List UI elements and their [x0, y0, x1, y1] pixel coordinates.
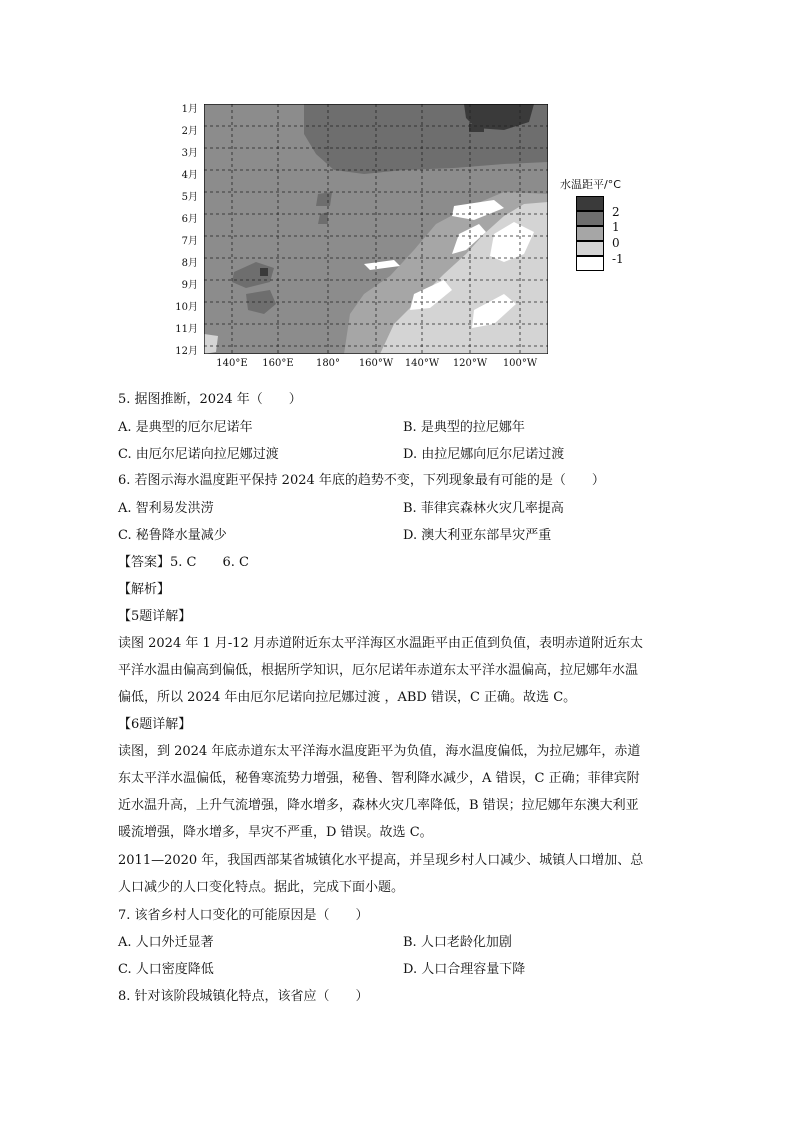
detail-6-title: 【6题详解】	[118, 717, 192, 732]
q6-option-c: C. 秘鲁降水量减少	[118, 528, 227, 543]
longitude-label: 140°W	[404, 358, 440, 369]
month-label: 2月	[181, 126, 198, 137]
analysis-label: 【解析】	[118, 582, 171, 597]
legend-label: 1	[612, 220, 620, 234]
legend-label: 2	[612, 205, 620, 219]
legend-swatch	[576, 256, 604, 271]
q7-option-d: D. 人口合理容量下降	[403, 962, 526, 977]
longitude-label: 120°W	[452, 358, 488, 369]
month-label: 8月	[181, 258, 198, 269]
intro-line: 2011—2020 年，我国西部某省城镇化水平提高，并呈现乡村人口减少、城镇人口增加、总	[118, 853, 644, 868]
detail-5-line: 偏低，所以 2024 年由厄尔尼诺向拉尼娜过渡 ，ABD 错误，C 正确。故选 C。	[118, 690, 577, 705]
q6-option-a: A. 智利易发洪涝	[118, 501, 214, 516]
question-6-stem: 6. 若图示海水温度距平保持 2024 年底的趋势不变，下列现象最有可能的是（ ）	[118, 473, 605, 488]
legend-swatch	[576, 226, 604, 241]
question-5-stem: 5. 据图推断，2024 年（ ）	[118, 392, 302, 407]
month-label: 4月	[181, 170, 198, 181]
month-label: 9月	[181, 280, 198, 291]
detail-5-title: 【5题详解】	[118, 609, 192, 624]
longitude-label: 180°	[315, 358, 341, 369]
longitude-label: 140°E	[216, 358, 248, 369]
sst-anomaly-figure	[170, 100, 650, 380]
intro-line: 人口减少的人口变化特点。据此，完成下面小题。	[118, 880, 405, 895]
month-label: 1月	[181, 104, 198, 115]
q5-option-b: B. 是典型的拉尼娜年	[403, 420, 525, 435]
question-8-stem: 8. 针对该阶段城镇化特点，该省应（ ）	[118, 989, 369, 1004]
q7-option-a: A. 人口外迁显著	[118, 935, 214, 950]
detail-5-line: 读图 2024 年 1 月-12 月赤道附近东太平洋海区水温距平由正值到负值，表明赤道附近东太	[118, 636, 643, 651]
detail-6-line: 暖流增强，降水增多，旱灾不严重，D 错误。故选 C。	[118, 825, 433, 840]
legend-swatch	[576, 196, 604, 211]
q5-option-d: D. 由拉尼娜向厄尔尼诺过渡	[403, 447, 565, 462]
legend-swatch	[576, 211, 604, 226]
detail-6-line: 读图，到 2024 年底赤道东太平洋海水温度距平为负值，海水温度偏低，为拉尼娜年，赤道	[118, 744, 641, 759]
answer: 【答案】5. C 6. C	[118, 555, 249, 570]
q6-option-b: B. 菲律宾森林火灾几率提高	[403, 501, 564, 516]
detail-5-line: 平洋水温由偏高到偏低，根据所学知识，厄尔尼诺年赤道东太平洋水温偏高，拉尼娜年水温	[118, 663, 639, 678]
longitude-label: 160°E	[262, 358, 294, 369]
q7-option-b: B. 人口老龄化加剧	[403, 935, 512, 950]
month-label: 10月	[175, 302, 198, 313]
month-label: 3月	[181, 148, 198, 159]
detail-6-line: 近水温升高，上升气流增强，降水增多，森林火灾几率降低，B 错误；拉尼娜年东澳大利亚	[118, 798, 639, 813]
month-label: 6月	[181, 214, 198, 225]
q5-option-a: A. 是典型的厄尔尼诺年	[118, 420, 253, 435]
legend-label: -1	[612, 252, 624, 266]
month-label: 12月	[175, 346, 198, 357]
q7-option-c: C. 人口密度降低	[118, 962, 214, 977]
legend-label: 0	[612, 236, 620, 250]
month-label: 7月	[181, 236, 198, 247]
legend-title: 水温距平/°C	[560, 178, 621, 191]
question-7-stem: 7. 该省乡村人口变化的可能原因是（ ）	[118, 908, 369, 923]
month-label: 5月	[181, 192, 198, 203]
q6-option-d: D. 澳大利亚东部旱灾严重	[403, 528, 552, 543]
q5-option-c: C. 由厄尔尼诺向拉尼娜过渡	[118, 447, 279, 462]
longitude-label: 100°W	[502, 358, 538, 369]
legend-swatch	[576, 241, 604, 256]
anomaly-map	[204, 104, 548, 354]
longitude-label: 160°W	[358, 358, 394, 369]
month-label: 11月	[175, 324, 198, 335]
detail-6-line: 东太平洋水温偏低，秘鲁寒流势力增强，秘鲁、智利降水减少，A 错误，C 正确；菲律宾附	[118, 771, 640, 786]
